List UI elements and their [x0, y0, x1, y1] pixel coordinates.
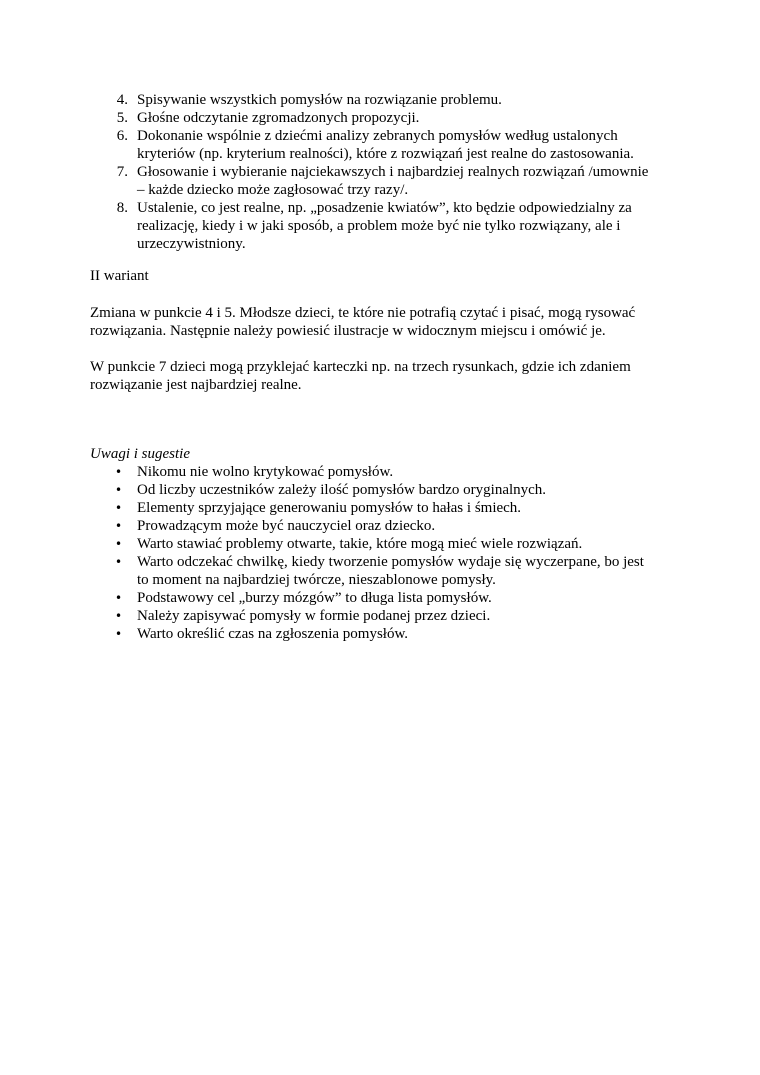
bullet-icon: •	[115, 537, 123, 551]
bullet-text: Warto określić czas na zgłoszenia pomysłów.	[137, 626, 409, 642]
bullet-icon: •	[115, 501, 123, 515]
list-number: 7.	[116, 164, 128, 180]
list-number: 6.	[116, 128, 128, 144]
list-text: Głośne odczytanie zgromadzonych propozycji.	[137, 110, 420, 126]
bullet-text: Warto odczekać chwilkę, kiedy tworzenie pomysłów wydaje się wyczerpane, bo jest	[137, 554, 644, 570]
list-number: 5.	[116, 110, 128, 126]
bullet-text: to moment na najbardziej twórcze, nieszablonowe pomysły.	[137, 572, 496, 588]
bullet-icon: •	[115, 483, 123, 497]
list-text: Dokonanie wspólnie z dziećmi analizy zebranych pomysłów według ustalonych	[137, 128, 618, 144]
notes-heading: Uwagi i sugestie	[90, 446, 190, 462]
bullet-text: Należy zapisywać pomysły w formie podanej przez dzieci.	[137, 608, 491, 624]
list-text: Ustalenie, co jest realne, np. „posadzenie kwiatów”, kto będzie odpowiedzialny za	[137, 200, 632, 216]
bullet-text: Podstawowy cel „burzy mózgów” to długa lista pomysłów.	[137, 590, 492, 606]
list-text: kryteriów (np. kryterium realności), które z rozwiązań jest realne do zastosowania.	[137, 146, 634, 162]
paragraph-line: W punkcie 7 dzieci mogą przyklejać karteczki np. na trzech rysunkach, gdzie ich zdaniem	[90, 359, 631, 375]
list-text: realizację, kiedy i w jaki sposób, a problem może być nie tylko rozwiązany, ale i	[137, 218, 621, 234]
bullet-icon: •	[115, 591, 123, 605]
paragraph-line: Zmiana w punkcie 4 i 5. Młodsze dzieci, te które nie potrafią czytać i pisać, mogą rysować	[90, 305, 636, 321]
bullet-text: Nikomu nie wolno krytykować pomysłów.	[137, 464, 394, 480]
bullet-icon: •	[115, 609, 123, 623]
paragraph-line: rozwiązania. Następnie należy powiesić ilustracje w widocznym miejscu i omówić je.	[90, 323, 606, 339]
paragraph-line: rozwiązanie jest najbardziej realne.	[90, 377, 302, 393]
bullet-icon: •	[115, 555, 123, 569]
list-number: 4.	[116, 92, 128, 108]
list-text: – każde dziecko może zagłosować trzy razy/.	[137, 182, 409, 198]
variant-heading: II wariant	[90, 268, 149, 284]
list-text: urzeczywistniony.	[137, 236, 246, 252]
bullet-icon: •	[115, 627, 123, 641]
list-text: Spisywanie wszystkich pomysłów na rozwiązanie problemu.	[137, 92, 502, 108]
bullet-text: Warto stawiać problemy otwarte, takie, które mogą mieć wiele rozwiązań.	[137, 536, 583, 552]
list-text: Głosowanie i wybieranie najciekawszych i najbardziej realnych rozwiązań /umownie	[137, 164, 649, 180]
bullet-text: Od liczby uczestników zależy ilość pomysłów bardzo oryginalnych.	[137, 482, 547, 498]
bullet-text: Prowadzącym może być nauczyciel oraz dziecko.	[137, 518, 436, 534]
bullet-icon: •	[115, 519, 123, 533]
bullet-text: Elementy sprzyjające generowaniu pomysłów to hałas i śmiech.	[137, 500, 522, 516]
bullet-icon: •	[115, 465, 123, 479]
list-number: 8.	[116, 200, 128, 216]
